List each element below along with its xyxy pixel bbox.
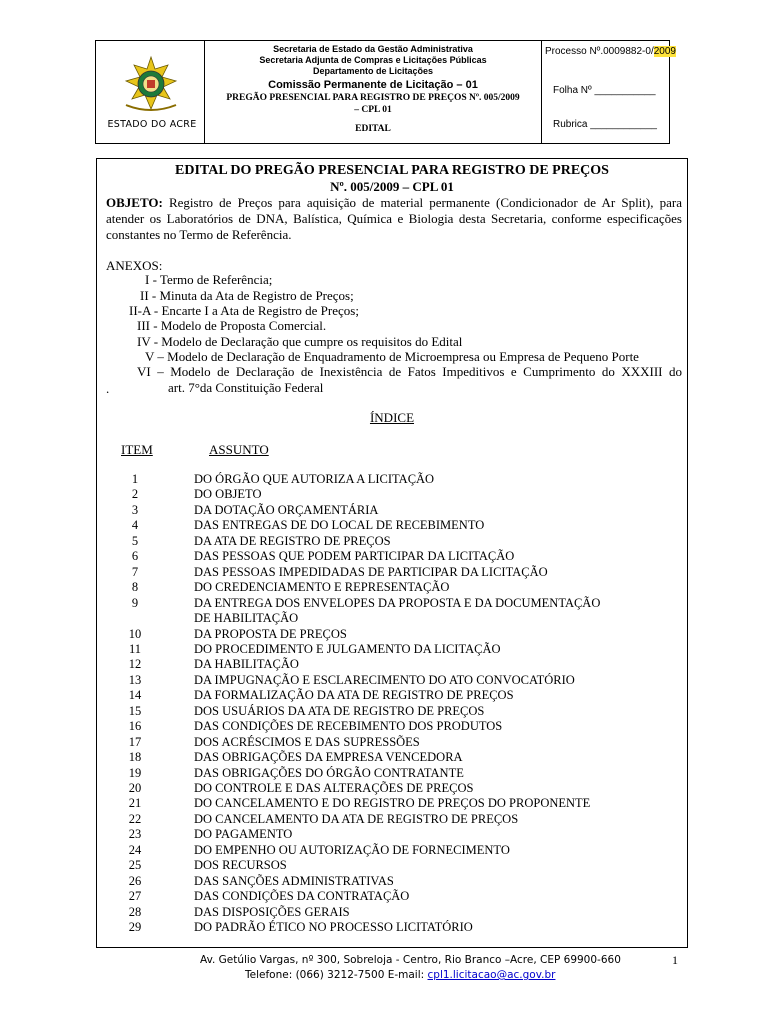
document-header	[95, 40, 676, 144]
indice-row-text: DAS SANÇÕES ADMINISTRATIVAS	[194, 873, 394, 888]
indice-row-text: DAS CONDIÇÕES DE RECEBIMENTO DOS PRODUTOS	[194, 719, 503, 734]
indice-row-text: DA FORMALIZAÇÃO DA ATA DE REGISTRO DE PREÇOS	[194, 688, 514, 703]
indice-row-number: 19	[128, 765, 142, 780]
indice-row-text: DA DOTAÇÃO ORÇAMENTÁRIA	[194, 502, 379, 517]
indice-row-number: 21	[128, 796, 142, 811]
indice-row-text: DAS CONDIÇÕES DA CONTRATAÇÃO	[194, 889, 410, 904]
edital-title: EDITAL DO PREGÃO PRESENCIAL PARA REGISTRO DE PREÇOS	[175, 163, 609, 178]
anexo-item: II-A - Encarte I a Ata de Registro de Preços;	[129, 303, 359, 318]
indice-row-text: DAS ENTREGAS DE DO LOCAL DE RECEBIMENTO	[194, 518, 485, 533]
anexo-item: III - Modelo de Proposta Comercial.	[137, 318, 327, 333]
indice-row-number: 24	[128, 842, 142, 857]
indice-row-text: DO ÓRGÃO QUE AUTORIZA A LICITAÇÃO	[194, 472, 435, 486]
indice-row-number: 9	[131, 595, 139, 610]
indice-row-number: 5	[131, 533, 139, 548]
header-line-1: Secretaria de Estado da Gestão Administrativa	[273, 44, 473, 54]
indice-row-number: 4	[131, 518, 139, 533]
column-header-item: ITEM	[121, 442, 153, 457]
processo-number	[545, 46, 676, 57]
footer-email-link[interactable]: cpl1.licitacao@ac.gov.br	[427, 969, 556, 981]
header-center	[204, 41, 542, 143]
header-right	[540, 41, 676, 143]
indice-row-text: DOS ACRÉSCIMOS E DAS SUPRESSÕES	[194, 734, 420, 749]
header-line-6: – CPL 01	[354, 105, 392, 115]
indice-row-text: DAS DISPOSIÇÕES GERAIS	[194, 904, 350, 919]
indice-row-text: DAS PESSOAS IMPEDIDADAS DE PARTICIPAR DA LICITAÇÃO	[194, 564, 548, 579]
footer-contact	[120, 969, 680, 981]
indice-row-text: DO CANCELAMENTO DA ATA DE REGISTRO DE PREÇOS	[194, 811, 519, 826]
indice-row-number: 11	[128, 641, 142, 656]
header-line-2: Secretaria Adjunta de Compras e Licitações Públicas	[259, 55, 487, 65]
indice-row-text: DO PAGAMENTO	[194, 827, 293, 842]
indice-row-number: 10	[128, 626, 142, 641]
indice-row-text: DA IMPUGNAÇÃO E ESCLARECIMENTO DO ATO CONVOCATÓRIO	[194, 672, 575, 687]
objeto-text: Registro de Preços para aquisição de material permanente (Condicionador de Ar Split), para atender os Laboratórios de DNA, Balística, Química e Biologia desta Secretaria, conforme especificações constantes no Termo de Referência.	[106, 195, 682, 242]
indice-row-number: 12	[128, 657, 142, 672]
indice-row-number: 15	[128, 703, 142, 718]
indice-row-text: DO OBJETO	[194, 487, 262, 502]
header-line-4: Comissão Permanente de Licitação – 01	[268, 79, 478, 91]
indice-row-number: 22	[128, 811, 142, 826]
column-header-assunto: ASSUNTO	[209, 442, 269, 457]
indice-title: ÍNDICE	[369, 410, 415, 425]
indice-row-text: DO EMPENHO OU AUTORIZAÇÃO DE FORNECIMENTO	[194, 842, 510, 857]
rubrica-field: Rubrica ____________	[553, 119, 657, 130]
indice-row-number: 18	[128, 750, 142, 765]
indice-row-text: DO PROCEDIMENTO E JULGAMENTO DA LICITAÇÃO	[194, 641, 501, 656]
objeto-paragraph	[106, 195, 682, 243]
processo-year: 2009	[653, 46, 676, 57]
anexo-item: VI – Modelo de Declaração de Inexistência de Fatos Impeditivos e Cumprimento do XXXIII do	[137, 364, 682, 379]
header-line-7: EDITAL	[355, 124, 391, 134]
indice-row-number: 3	[131, 502, 139, 517]
indice-row-text: DAS OBRIGAÇÕES DO ÓRGÃO CONTRATANTE	[194, 765, 464, 780]
indice-row-text: DO CONTROLE E DAS ALTERAÇÕES DE PREÇOS	[194, 781, 474, 795]
indice-row-number: 16	[128, 719, 142, 734]
indice-row-number: 17	[128, 734, 142, 749]
footer-address: Av. Getúlio Vargas, nº 300, Sobreloja - Centro, Rio Branco –Acre, CEP 69900-660	[200, 954, 621, 966]
logo-text: ESTADO DO ACRE	[107, 119, 197, 130]
indice-row-text: DO CREDENCIAMENTO E REPRESENTAÇÃO	[194, 580, 450, 595]
page-number: 1	[672, 953, 678, 967]
indice-row-text: DA ATA DE REGISTRO DE PREÇOS	[194, 533, 391, 548]
indice-row-number: 1	[131, 472, 139, 486]
indice-row-text: DA PROPOSTA DE PREÇOS	[194, 626, 347, 641]
indice-row-number: 6	[131, 549, 139, 564]
indice-row-text: DO CANCELAMENTO E DO REGISTRO DE PREÇOS DO PROPONENTE	[194, 796, 591, 811]
anexo-item: II - Minuta da Ata de Registro de Preços;	[140, 288, 354, 303]
indice-row-text: DE HABILITAÇÃO	[194, 611, 299, 626]
indice-row-text: DA HABILITAÇÃO	[194, 657, 299, 672]
indice-row-number: 28	[128, 904, 142, 919]
indice-row-text: DOS USUÁRIOS DA ATA DE REGISTRO DE PREÇOS	[194, 703, 485, 718]
stray-dot: .	[106, 381, 110, 396]
header-line-3: Departamento de Licitações	[312, 66, 434, 76]
indice-row-text: DOS RECURSOS	[194, 858, 287, 873]
footer-phone: Telefone: (066) 3212-7500 E-mail:	[245, 969, 428, 981]
anexo-continuation: art. 7°da Constituição Federal	[168, 380, 324, 395]
indice-row-text: DA ENTREGA DOS ENVELOPES DA PROPOSTA E DA DOCUMENTAÇÃO	[194, 595, 601, 610]
folha-field: Folha Nº ___________	[553, 85, 656, 96]
indice-row-number: 2	[131, 487, 139, 502]
indice-row-number: 25	[128, 858, 142, 873]
anexos-title: ANEXOS:	[106, 258, 163, 273]
edital-subtitle: Nº. 005/2009 – CPL 01	[330, 179, 454, 194]
processo-prefix: Processo Nº.0009882-0/	[545, 46, 654, 57]
indice-row-number: 20	[128, 781, 142, 795]
objeto-label: OBJETO:	[106, 195, 163, 210]
indice-row-text: DAS PESSOAS QUE PODEM PARTICIPAR DA LICITAÇÃO	[194, 549, 515, 564]
logo-cell	[96, 41, 204, 143]
header-line-5: PREGÃO PRESENCIAL PARA REGISTRO DE PREÇOS Nº. 005/2009	[226, 93, 520, 103]
indice-row-text: DO PADRÃO ÉTICO NO PROCESSO LICITATÓRIO	[194, 920, 473, 935]
indice-row-number: 23	[128, 827, 142, 842]
indice-row-number: 26	[128, 873, 142, 888]
indice-row-text: DAS OBRIGAÇÕES DA EMPRESA VENCEDORA	[194, 750, 463, 765]
anexo-item: V – Modelo de Declaração de Enquadramento de Microempresa ou Empresa de Pequeno Porte	[145, 349, 639, 364]
indice-row-number: 14	[128, 688, 142, 703]
indice-row-number: 29	[128, 920, 142, 935]
anexo-item: IV - Modelo de Declaração que cumpre os requisitos do Edital	[137, 334, 463, 349]
indice-row-number: 27	[128, 889, 142, 904]
indice-row-number: 7	[131, 564, 139, 579]
state-coat-of-arms-icon	[118, 55, 184, 115]
indice-row-number: 13	[128, 672, 142, 687]
anexo-item: I - Termo de Referência;	[145, 272, 273, 287]
indice-row-number: 8	[131, 580, 139, 595]
